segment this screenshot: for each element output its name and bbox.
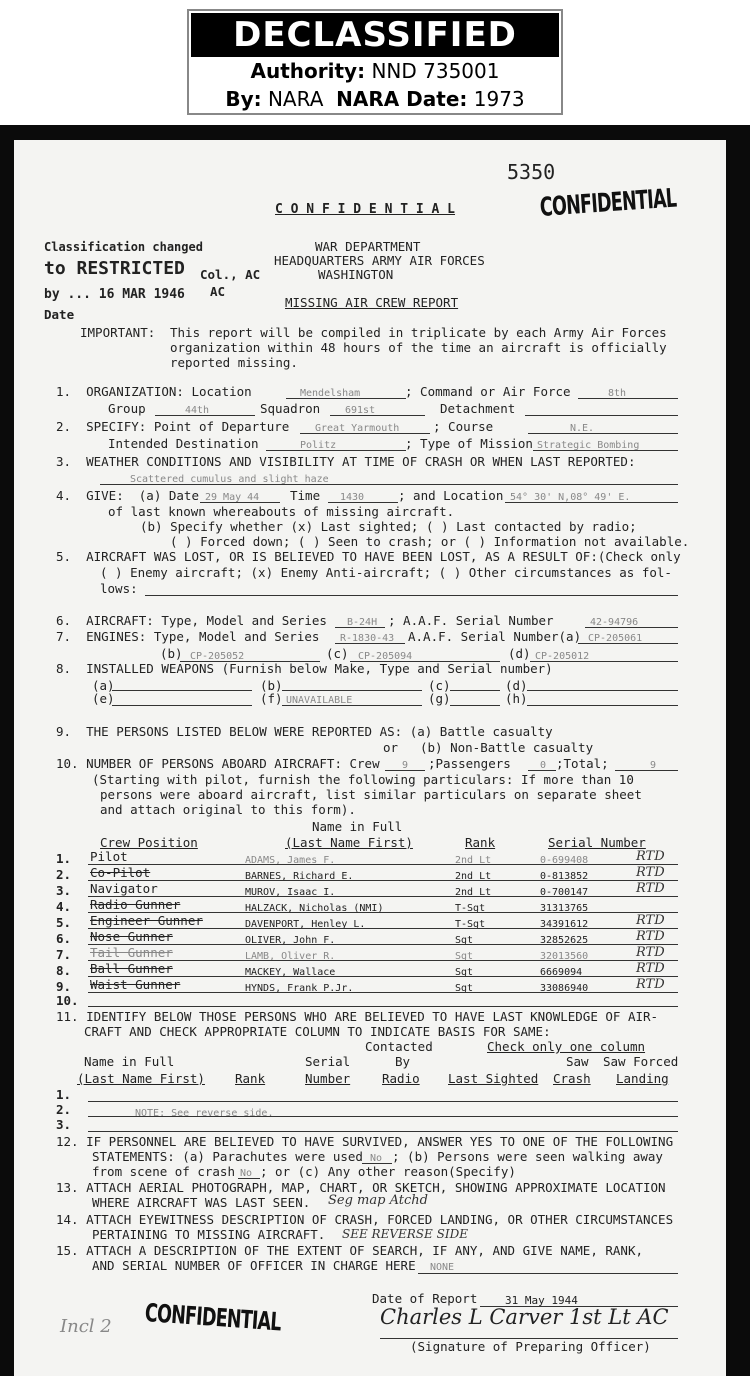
crew-row-number: 1. [56, 851, 72, 866]
item7-engine-a: CP-205061 [588, 633, 643, 644]
item10-line2: (Starting with pilot, furnish the following particulars: If more than 10 [92, 772, 634, 787]
item10-total-line [615, 770, 678, 771]
item7-engine-d: CP-205012 [535, 651, 590, 662]
date-of-report-label: Date of Report [372, 1291, 478, 1306]
item8-f: (f) [260, 691, 283, 706]
item11-note: NOTE: See reverse side. [135, 1108, 274, 1119]
item14-line1: 14. ATTACH EYEWITNESS DESCRIPTION OF CRASH, FORCED LANDING, OR OTHER CIRCUMSTANCES [56, 1212, 674, 1227]
crew-rank: Sgt [455, 951, 474, 962]
dept-line2: HEADQUARTERS ARMY AIR FORCES [274, 253, 485, 268]
crew-name: HALZACK, Nicholas (NMI) [245, 903, 384, 914]
item8-label: 8. INSTALLED WEAPONS (Furnish below Make, Type and Serial number) [56, 661, 553, 676]
item8-e: (e) [92, 691, 115, 706]
item4-location: 54° 30' N,08° 49' E. [510, 492, 631, 503]
crew-serial: 0-699408 [540, 855, 589, 866]
crew-serial: 32013560 [540, 951, 589, 962]
item4-date-line [200, 502, 280, 503]
crew-position: Engineer Gunner [90, 913, 203, 928]
item7-type: R-1830-43 [340, 633, 395, 644]
item8-c-line [450, 690, 500, 691]
item15-line2: AND SERIAL NUMBER OF OFFICER IN CHARGE HERE [92, 1258, 416, 1273]
crew-position: Radio Gunner [90, 897, 181, 912]
crew-rank: Sgt [455, 935, 474, 946]
item15-line [418, 1273, 678, 1274]
item4-time: 1430 [340, 492, 365, 503]
item11-by: By [395, 1054, 411, 1069]
crew-rtd-mark: RTD [636, 913, 665, 928]
item12-line3: from scene of crash [92, 1164, 235, 1179]
item12-walking: No [240, 1168, 253, 1179]
crew-rtd-mark: RTD [636, 865, 665, 880]
crew-name: MACKEY, Wallace [245, 967, 336, 978]
crew-name: DAVENPORT, Henley L. [245, 919, 366, 930]
date-of-report-value: 31 May 1944 [505, 1294, 578, 1307]
crew-row-line [88, 896, 678, 897]
item2-course: N.E. [570, 423, 595, 434]
item8-f-line [282, 705, 422, 706]
crew-position: Nose Gunner [90, 929, 173, 944]
item9-label: 9. THE PERSONS LISTED BELOW WERE REPORTED AS: (a) Battle casualty [56, 724, 553, 739]
item8-h-line [527, 705, 678, 706]
crew-header-rank: Rank [465, 835, 496, 850]
crew-row-number: 4. [56, 899, 72, 914]
declassified-stamp [187, 9, 563, 115]
item7-b-label: (b) [160, 646, 183, 661]
item11-radio: Radio [382, 1071, 420, 1086]
item1-detachment-line [525, 415, 678, 416]
item11-check: Check only one column [487, 1039, 646, 1054]
crew-serial: 0-700147 [540, 887, 589, 898]
item4-location-label: ; and Location [398, 488, 504, 503]
item10-line4: and attach original to this form). [100, 802, 356, 817]
item8-c: (c) [428, 678, 451, 693]
signature-label: (Signature of Preparing Officer) [410, 1339, 651, 1354]
item11-saw-forced: Saw Forced [603, 1054, 679, 1069]
classification-changed: Classification changed [44, 240, 203, 254]
item2-destination: Politz [300, 440, 337, 451]
item14-line2: PERTAINING TO MISSING AIRCRAFT. [92, 1227, 326, 1242]
item6-label: 6. AIRCRAFT: Type, Model and Series [56, 613, 327, 628]
item8-b: (b) [260, 678, 283, 693]
classification-col: Col., AC [200, 267, 261, 282]
item2-course-line [528, 433, 678, 434]
item2-mission-label: ; Type of Mission [405, 436, 533, 451]
item13-handwritten: Seg map Atchd [328, 1193, 428, 1208]
classification-restricted: to RESTRICTED [44, 258, 185, 279]
crew-rtd-mark: RTD [636, 961, 665, 976]
item10-passengers: 0 [540, 760, 547, 771]
crew-header-name2: (Last Name First) [285, 835, 413, 850]
item2-destination-line [266, 450, 406, 451]
item5-line2: ( ) Enemy aircraft; (x) Enemy Anti-aircraft; ( ) Other circumstances as fol- [100, 565, 672, 580]
item8-g: (g) [428, 691, 451, 706]
crew-rtd-mark: RTD [636, 929, 665, 944]
crew-rank: 2nd Lt [455, 855, 492, 866]
item8-d: (d) [505, 678, 528, 693]
item2-departure-line [300, 433, 430, 434]
crew-row-number: 5. [56, 915, 72, 930]
item11-rank: Rank [235, 1071, 266, 1086]
crew-rank: Sgt [455, 983, 474, 994]
item2-course-label: ; Course [433, 419, 494, 434]
crew-row-line [88, 992, 678, 993]
crew-header-serial: Serial Number [548, 835, 646, 850]
crew-row-number: 3. [56, 883, 72, 898]
important-label: IMPORTANT: [80, 325, 156, 340]
item10-total: 9 [650, 760, 657, 771]
crew-position: Ball Gunner [90, 961, 173, 976]
item4-time-line [328, 502, 398, 503]
classification-ac: AC [210, 284, 226, 299]
item11-landing: Landing [616, 1071, 669, 1086]
item10-label: 10. NUMBER OF PERSONS ABOARD AIRCRAFT: Crew [56, 756, 380, 771]
crew-position: Pilot [90, 849, 128, 864]
document-number: 5350 [507, 160, 556, 184]
crew-serial: 33086940 [540, 983, 589, 994]
crew-name: LAMB, Oliver R. [245, 951, 336, 962]
crew-row-line [88, 976, 678, 977]
classification-date: by ... 16 MAR 1946 [44, 287, 185, 302]
item6-serial: 42-94796 [590, 617, 639, 628]
dept-line3: WASHINGTON [318, 267, 394, 282]
item14-handwritten: SEE REVERSE SIDE [342, 1227, 468, 1241]
crew-row-number: 7. [56, 947, 72, 962]
crew-position: Waist Gunner [90, 977, 181, 992]
crew-position: Tail Gunner [90, 945, 173, 960]
item10-passengers-line [528, 770, 556, 771]
crew-row-number: 8. [56, 963, 72, 978]
item11-saw: Saw [566, 1054, 589, 1069]
item10-passengers-label: ;Passengers [428, 756, 511, 771]
crew-serial: 32852625 [540, 935, 589, 946]
crew-rank: T-Sgt [455, 919, 486, 930]
crew-rtd-mark: RTD [636, 881, 665, 896]
item4-date: 29 May 44 [205, 492, 260, 503]
item11-serial2: Number [305, 1071, 351, 1086]
item1-squadron: 691st [345, 405, 376, 416]
item8-e-line [112, 705, 252, 706]
item12-line2: STATEMENTS: (a) Parachutes were used [92, 1149, 363, 1164]
item11-line1: 11. IDENTIFY BELOW THOSE PERSONS WHO ARE BELIEVED TO HAVE LAST KNOWLEDGE OF AIR- [56, 1009, 659, 1024]
item1-detachment-label: Detachment [440, 401, 516, 416]
item1-group: 44th [185, 405, 210, 416]
item11-row2: 2. [56, 1102, 72, 1117]
item7-c-label: (c) [326, 646, 349, 661]
enclosure-note: Incl 2 [60, 1316, 112, 1337]
item5-label: 5. AIRCRAFT WAS LOST, OR IS BELIEVED TO HAVE BEEN LOST, AS A RESULT OF:(Check only [56, 549, 681, 564]
crew-position: Navigator [90, 881, 158, 896]
crew-rank: Sgt [455, 967, 474, 978]
item12-walking-line [238, 1178, 260, 1179]
crew-rtd-mark: RTD [636, 849, 665, 864]
crew-name: OLIVER, John F. [245, 935, 336, 946]
crew-row-line [88, 928, 678, 929]
crew-rank: 2nd Lt [455, 871, 492, 882]
crew-header-name1: Name in Full [312, 819, 403, 834]
crew-row-line [88, 960, 678, 961]
crew-row-line [88, 944, 678, 945]
crew-serial: 6669094 [540, 967, 583, 978]
confidential-stamp-bottom: CONFIDENTIAL [143, 1298, 282, 1337]
crew-row-line [88, 864, 678, 865]
item1-command-line [578, 398, 678, 399]
item8-a-line [112, 690, 252, 691]
item11-row3: 3. [56, 1117, 72, 1132]
item7-engine-c: CP-205094 [358, 651, 413, 662]
item2-departure: Great Yarmouth [315, 423, 400, 434]
crew-name: MUROV, Isaac I. [245, 887, 336, 898]
item11-contacted: Contacted [365, 1039, 433, 1054]
item11-name2: (Last Name First) [77, 1071, 205, 1086]
item10-crew: 9 [402, 760, 409, 771]
crew-serial: 31313765 [540, 903, 589, 914]
item8-g-line [450, 705, 500, 706]
item11-crash: Crash [553, 1071, 591, 1086]
item15-value: NONE [430, 1262, 455, 1273]
important-line3: reported missing. [170, 355, 298, 370]
item1-command-label: ; Command or Air Force [405, 384, 571, 399]
item6-type: B-24H [347, 617, 378, 628]
item12-line1: 12. IF PERSONNEL ARE BELIEVED TO HAVE SURVIVED, ANSWER YES TO ONE OF THE FOLLOWING [56, 1134, 674, 1149]
crew-serial: 34391612 [540, 919, 589, 930]
item13-line2: WHERE AIRCRAFT WAS LAST SEEN. [92, 1195, 311, 1210]
item8-b-line [282, 690, 422, 691]
item8-f-value: UNAVAILABLE [286, 695, 353, 706]
important-line1: This report will be compiled in triplicate by each Army Air Forces [170, 325, 667, 340]
item12-parachutes: No [370, 1153, 383, 1164]
item3-label: 3. WEATHER CONDITIONS AND VISIBILITY AT TIME OF CRASH OR WHEN LAST REPORTED: [56, 454, 636, 469]
item3-weather: Scattered cumulus and slight haze [130, 474, 329, 485]
by-line: By: NARA NARA Date: 1973 [225, 87, 525, 111]
crew-name: BARNES, Richard E. [245, 871, 354, 882]
item2-mission: Strategic Bombing [537, 440, 640, 451]
item4-line2: of last known whereabouts of missing aircraft. [108, 504, 455, 519]
crew-rtd-mark: RTD [636, 977, 665, 992]
item11-line2: CRAFT AND CHECK APPROPRIATE COLUMN TO INDICATE BASIS FOR SAME: [84, 1024, 551, 1039]
item2-destination-label: Intended Destination [108, 436, 259, 451]
crew-row-number: 10. [56, 993, 79, 1008]
classification-date-label: Date [44, 307, 75, 322]
item10-line3: persons were aboard aircraft, list similar particulars on separate sheet [100, 787, 642, 802]
item1-command: 8th [608, 388, 627, 399]
confidential-stamp-top: CONFIDENTIAL [538, 183, 678, 223]
item7-label: 7. ENGINES: Type, Model and Series [56, 629, 320, 644]
item11-row-line [88, 1131, 678, 1132]
item8-h: (h) [505, 691, 528, 706]
important-line2: organization within 48 hours of the time an aircraft is officially [170, 340, 667, 355]
crew-row-line [88, 1006, 678, 1007]
item11-name1: Name in Full [84, 1054, 175, 1069]
crew-row-line [88, 912, 678, 913]
item15-line1: 15. ATTACH A DESCRIPTION OF THE EXTENT OF SEARCH, IF ANY, AND GIVE NAME, RANK, [56, 1243, 643, 1258]
crew-row-number: 9. [56, 979, 72, 994]
item4-label: 4. GIVE: (a) Date [56, 488, 199, 503]
item1-group-line [155, 415, 255, 416]
item1-location-line [286, 398, 406, 399]
item1-squadron-line [330, 415, 425, 416]
item6-serial-line [585, 627, 678, 628]
item7-engine-a-line [578, 643, 678, 644]
item1-label: 1. ORGANIZATION: Location [56, 384, 252, 399]
item12-line2b: ; (b) Persons were seen walking away [392, 1149, 663, 1164]
item13-line1: 13. ATTACH AERIAL PHOTOGRAPH, MAP, CHART, OR SKETCH, SHOWING APPROXIMATE LOCATION [56, 1180, 666, 1195]
crew-row-number: 2. [56, 867, 72, 882]
dept-line1: WAR DEPARTMENT [315, 239, 421, 254]
item12-line3b: ; or (c) Any other reason(Specify) [260, 1164, 516, 1179]
item6-type-line [335, 627, 385, 628]
item5-line [145, 595, 678, 596]
item7-serial-label: A.A.F. Serial Number(a) [408, 629, 582, 644]
crew-row-number: 6. [56, 931, 72, 946]
item8-a: (a) [92, 678, 115, 693]
crew-header-position: Crew Position [100, 835, 198, 850]
crew-row-line [88, 880, 678, 881]
item2-mission-line [533, 450, 678, 451]
crew-serial: 0-813852 [540, 871, 589, 882]
declassified-title: DECLASSIFIED [191, 13, 559, 57]
signature: Charles L Carver 1st Lt AC [380, 1305, 669, 1329]
crew-rank: T-Sgt [455, 903, 486, 914]
item10-crew-line [385, 770, 425, 771]
item1-group-label: Group [108, 401, 146, 416]
item7-d-label: (d) [508, 646, 531, 661]
authority-line: Authority: NND 735001 [250, 59, 500, 83]
crew-rank: 2nd Lt [455, 887, 492, 898]
confidential-header: C O N F I D E N T I A L [275, 202, 456, 217]
crew-position: Co-Pilot [90, 865, 151, 880]
item4-b: (b) Specify whether (x) Last sighted; ( ) Last contacted by radio; [140, 519, 637, 534]
item9-or: or [383, 740, 399, 755]
item4-c: ( ) Forced down; ( ) Seen to crash; or ( ) Information not available. [170, 534, 690, 549]
item2-label: 2. SPECIFY: Point of Departure [56, 419, 290, 434]
item11-last-sighted: Last Sighted [448, 1071, 539, 1086]
item4-location-line [505, 502, 678, 503]
item1-squadron-label: Squadron [260, 401, 321, 416]
item6-serial-label: ; A.A.F. Serial Number [388, 613, 554, 628]
item3-weather-line [100, 484, 678, 485]
crew-rtd-mark: RTD [636, 945, 665, 960]
item4-time-label: Time [290, 488, 321, 503]
item8-d-line [527, 690, 678, 691]
item7-engine-b: CP-205052 [190, 651, 245, 662]
item11-row1: 1. [56, 1087, 72, 1102]
crew-name: ADAMS, James F. [245, 855, 336, 866]
item1-location: Mendelsham [300, 388, 361, 399]
item7-type-line [335, 643, 405, 644]
item11-serial1: Serial [305, 1054, 351, 1069]
item9-b: (b) Non-Battle casualty [420, 740, 594, 755]
item10-total-label: ;Total; [556, 756, 609, 771]
item5-line3: lows: [100, 581, 138, 596]
crew-name: HYNDS, Frank P.Jr. [245, 983, 354, 994]
item11-row-line [88, 1101, 678, 1102]
report-title: MISSING AIR CREW REPORT [285, 295, 459, 310]
